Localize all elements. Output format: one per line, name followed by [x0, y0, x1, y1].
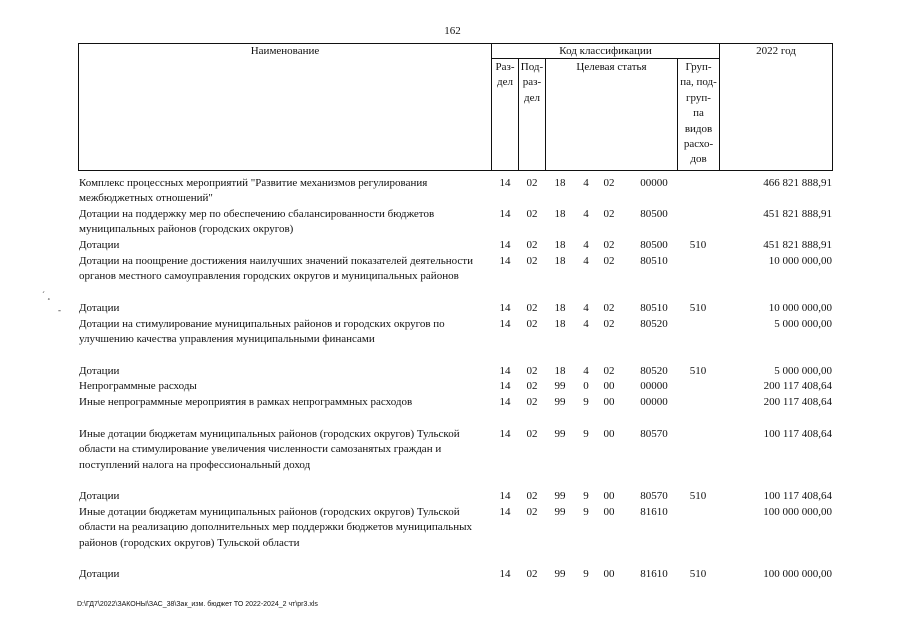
row-code-cs1: 18	[554, 208, 566, 220]
row-code-razdel: 14	[499, 380, 511, 392]
row-code-cs4: 81610	[640, 568, 668, 580]
row-code-razdel: 14	[499, 177, 511, 189]
row-code-razdel: 14	[499, 208, 511, 220]
row-code-podrazdel: 02	[526, 490, 538, 502]
row-code-cs2: 9	[583, 506, 589, 518]
row-code-cs2: 4	[583, 318, 589, 330]
row-code-podrazdel: 02	[526, 318, 538, 330]
row-code-cs2: 9	[583, 396, 589, 408]
row-code-cs2: 4	[583, 365, 589, 377]
row-code-cs4: 80500	[640, 239, 668, 251]
row-code-razdel: 14	[499, 302, 511, 314]
row-code-cs1: 99	[554, 428, 566, 440]
row-code-podrazdel: 02	[526, 255, 538, 267]
row-code-podrazdel: 02	[526, 380, 538, 392]
row-code-vid: 510	[689, 302, 707, 314]
row-code-podrazdel: 02	[526, 506, 538, 518]
row-name: Дотации	[79, 365, 120, 377]
row-code-cs2: 4	[583, 302, 589, 314]
row-code-razdel: 14	[499, 568, 511, 580]
row-code-cs3: 00	[603, 380, 615, 392]
row-code-razdel: 14	[499, 239, 511, 251]
row-name: Иные дотации бюджетам муниципальных районов (городских округов) Тульской области на реализацию дополнительных мер поддержки бюджетов муниципальных районов (городских округов) Тульской области	[79, 506, 472, 549]
row-code-podrazdel: 02	[526, 302, 538, 314]
row-code-cs4: 81610	[640, 506, 668, 518]
header-section: Раз- дел	[495, 61, 515, 89]
row-code-cs4: 80570	[640, 428, 668, 440]
row-code-razdel: 14	[499, 506, 511, 518]
row-code-cs3: 00	[603, 506, 615, 518]
row-code-cs4: 80520	[640, 318, 668, 330]
row-code-cs1: 99	[554, 490, 566, 502]
row-code-razdel: 14	[499, 255, 511, 267]
row-code-cs3: 02	[603, 365, 615, 377]
row-code-podrazdel: 02	[526, 239, 538, 251]
row-amount: 200 117 408,64	[763, 380, 832, 392]
row-code-cs1: 99	[554, 506, 566, 518]
row-code-cs2: 4	[583, 239, 589, 251]
row-code-vid: 510	[689, 568, 707, 580]
scan-mark: ´ ¸	[42, 290, 51, 300]
row-amount: 5 000 000,00	[774, 318, 832, 330]
row-name: Дотации	[79, 490, 120, 502]
scan-mark: -	[58, 305, 61, 315]
row-amount: 10 000 000,00	[768, 255, 832, 267]
row-amount: 100 117 408,64	[763, 428, 832, 440]
row-code-cs2: 4	[583, 255, 589, 267]
row-name: Иные дотации бюджетам муниципальных районов (городских округов) Тульской области на стимулирование увеличения численности самозанятых граждан и поступлений налога на профессиональный доход	[79, 428, 460, 471]
row-name: Дотации на стимулирование муниципальных районов и городских округов по улучшению качества управления муниципальными финансами	[79, 318, 445, 346]
row-code-cs1: 18	[554, 255, 566, 267]
row-code-cs3: 00	[603, 396, 615, 408]
row-code-cs1: 18	[554, 239, 566, 251]
row-code-cs4: 00000	[640, 380, 668, 392]
row-code-cs3: 02	[603, 239, 615, 251]
row-code-vid: 510	[689, 239, 707, 251]
row-code-podrazdel: 02	[526, 568, 538, 580]
row-code-cs2: 0	[583, 380, 589, 392]
row-code-podrazdel: 02	[526, 396, 538, 408]
col-divider	[78, 43, 79, 171]
row-name: Дотации	[79, 239, 120, 251]
row-name: Дотации	[79, 302, 120, 314]
header-subsection: Под- раз- дел	[520, 61, 544, 104]
row-code-cs2: 9	[583, 490, 589, 502]
page-number: 162	[444, 25, 461, 37]
row-amount: 100 000 000,00	[763, 568, 832, 580]
row-amount: 100 000 000,00	[763, 506, 832, 518]
row-amount: 466 821 888,91	[763, 177, 832, 189]
row-name: Дотации	[79, 568, 120, 580]
row-code-cs4: 80500	[640, 208, 668, 220]
row-amount: 5 000 000,00	[774, 365, 832, 377]
row-code-podrazdel: 02	[526, 365, 538, 377]
row-name: Непрограммные расходы	[79, 380, 197, 392]
row-code-cs2: 9	[583, 568, 589, 580]
row-name: Дотации на поощрение достижения наилучших значений показателей деятельности органов местного самоуправления городских округов и муниципальных районов	[79, 255, 473, 283]
row-code-cs1: 18	[554, 177, 566, 189]
row-code-cs3: 02	[603, 208, 615, 220]
row-code-razdel: 14	[499, 396, 511, 408]
row-code-podrazdel: 02	[526, 177, 538, 189]
row-code-cs4: 00000	[640, 177, 668, 189]
header-name: Наименование	[250, 45, 320, 57]
row-amount: 451 821 888,91	[763, 239, 832, 251]
row-code-cs1: 18	[554, 365, 566, 377]
row-code-cs2: 4	[583, 208, 589, 220]
row-code-cs4: 80510	[640, 302, 668, 314]
row-code-cs3: 02	[603, 177, 615, 189]
row-code-vid: 510	[689, 490, 707, 502]
row-code-cs1: 99	[554, 380, 566, 392]
row-code-cs3: 02	[603, 318, 615, 330]
row-code-cs1: 99	[554, 396, 566, 408]
header-expense-group: Груп- па, под- груп- па видов расхо- дов	[680, 61, 717, 166]
row-code-cs3: 00	[603, 568, 615, 580]
row-name: Иные непрограммные мероприятия в рамках непрограммных расходов	[79, 396, 413, 408]
header-classification-code: Код классификации	[559, 45, 652, 57]
row-amount: 100 117 408,64	[763, 490, 832, 502]
row-code-cs3: 00	[603, 428, 615, 440]
row-name: Комплекс процессных мероприятий "Развитие механизмов регулирования межбюджетных отношений"	[79, 177, 428, 205]
header-year: 2022 год	[756, 45, 796, 57]
header-target-article: Целевая статья	[576, 61, 647, 73]
row-amount: 10 000 000,00	[768, 302, 832, 314]
row-code-cs4: 00000	[640, 396, 668, 408]
row-code-cs1: 18	[554, 302, 566, 314]
row-code-cs3: 00	[603, 490, 615, 502]
col-divider	[832, 43, 833, 171]
row-code-vid: 510	[689, 365, 707, 377]
row-code-razdel: 14	[499, 318, 511, 330]
row-name: Дотации на поддержку мер по обеспечению сбалансированности бюджетов муниципальных районов (городских округов)	[79, 208, 435, 236]
row-code-cs1: 99	[554, 568, 566, 580]
row-amount: 200 117 408,64	[763, 396, 832, 408]
row-code-cs4: 80510	[640, 255, 668, 267]
file-path-footer: D:\ГД7\2022\ЗАКОНЫ\ЗАС_38\Зак_изм. бюджет ТО 2022-2024_2 чт\pr3.xls	[77, 601, 318, 608]
row-code-cs3: 02	[603, 302, 615, 314]
row-code-cs2: 4	[583, 177, 589, 189]
row-code-podrazdel: 02	[526, 208, 538, 220]
row-code-cs2: 9	[583, 428, 589, 440]
row-amount: 451 821 888,91	[763, 208, 832, 220]
row-code-podrazdel: 02	[526, 428, 538, 440]
row-code-cs3: 02	[603, 255, 615, 267]
row-code-cs1: 18	[554, 318, 566, 330]
row-code-cs4: 80570	[640, 490, 668, 502]
row-code-razdel: 14	[499, 428, 511, 440]
row-code-cs4: 80520	[640, 365, 668, 377]
col-divider	[719, 43, 720, 171]
row-code-razdel: 14	[499, 365, 511, 377]
row-code-razdel: 14	[499, 490, 511, 502]
